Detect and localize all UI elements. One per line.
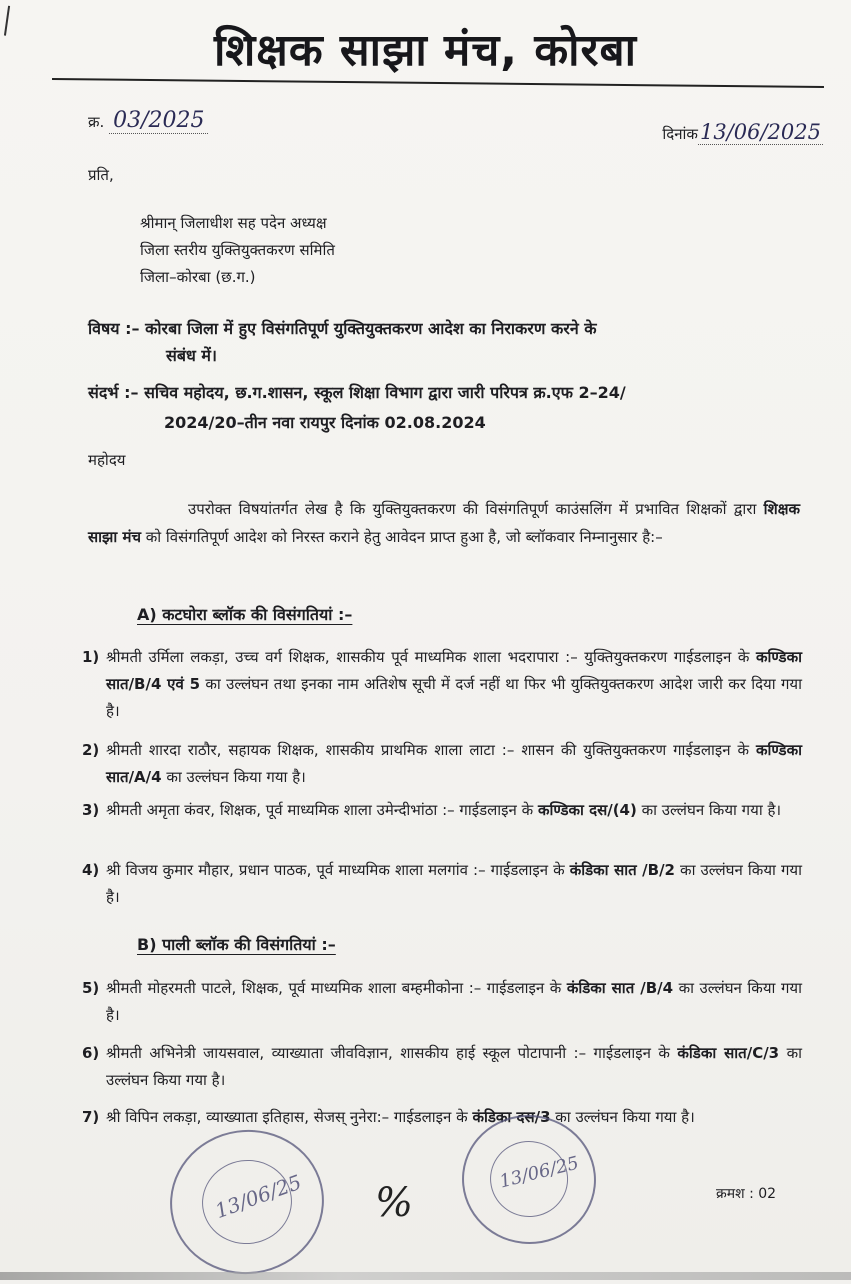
section-b-heading: B) पाली ब्लॉक की विसंगतियां :– [137,935,336,954]
list-item [82,797,802,824]
date-label: दिनांक [662,125,698,143]
item-number: 1) [82,648,100,666]
scan-edge [0,1272,851,1280]
signature: % [375,1180,414,1226]
item-text [82,975,802,1029]
reference-value: 03/2025 [109,108,208,134]
office-seal-stamp-left [161,1120,334,1284]
item-text-post: का उल्लंघन किया गया है। [550,1108,695,1126]
item-number: 7) [82,1108,100,1126]
reference-block-label: संदर्भ :– [88,383,139,402]
item-text [82,1104,802,1131]
item-text-pre: श्री विपिन लकड़ा, व्याख्याता इतिहास, सेजस् नुनेरा:– गाईडलाइन के [106,1108,473,1126]
item-number: 4) [82,861,100,879]
item-text [82,644,802,725]
list-item [82,1040,802,1094]
item-clause: कंडिका सात /B/4 [566,979,674,997]
item-clause: कंडिका सात/C/3 [677,1044,780,1062]
item-text [82,737,802,791]
address-line: श्रीमान् जिलाधीश सह पदेन अध्यक्ष [140,214,327,232]
item-text [82,797,802,824]
recipient-address [140,210,335,291]
item-number: 2) [82,741,100,759]
reference-number [88,108,208,133]
salutation: महोदय [88,451,126,469]
subject-label: विषय :– [88,319,140,338]
list-item [82,975,802,1029]
continued-note: क्रमश : 02 [716,1186,777,1202]
date-value: 13/06/2025 [699,120,821,144]
intro-text-2: को विसंगतिपूर्ण आदेश को निरस्त कराने हेतु आवेदन प्राप्त हुआ है, जो ब्लॉकवार निम्नानुसार है:– [140,528,663,546]
stamp-date: 13/06/25 [211,1169,305,1224]
item-text-post: का उल्लंघन किया गया है। [636,801,782,819]
intro-paragraph [88,495,800,551]
list-item [82,857,802,911]
stamp-date: 13/06/25 [497,1152,581,1193]
address-line: जिला–कोरबा (छ.ग.) [140,268,256,286]
item-clause: कण्डिका सात/B/4 एवं 5 [106,648,802,693]
item-text-pre: श्रीमती उर्मिला लकड़ा, उच्च वर्ग शिक्षक, शासकीय पूर्व माध्यमिक शाला भदरापारा :– युक्तियुक्तकरण गाईडलाइन के [106,648,757,666]
item-clause: कंडिका दस/3 [472,1108,551,1126]
list-item [82,737,802,791]
item-number: 3) [82,801,100,819]
section-a-heading: A) कटघोरा ब्लॉक की विसंगतियां :– [137,605,353,624]
list-item [82,644,802,725]
subject-line-2: संबंध में। [166,346,217,365]
item-text-post: का उल्लंघन किया गया है। [161,768,306,786]
item-text-pre: श्रीमती शारदा राठौर, सहायक शिक्षक, शासकीय प्राथमिक शाला लाटा :– शासन की युक्तियुक्तकरण गाईडलाइन के [106,741,757,759]
item-text-post: का उल्लंघन तथा इनका नाम अतिशेष सूची में दर्ज नहीं था फिर भी युक्तियुक्तकरण आदेश जारी कर दिया गया है। [106,675,803,720]
list-item [82,1104,802,1131]
subject-line-1: कोरबा जिला में हुए विसंगतिपूर्ण युक्तियुक्तकरण आदेश का निराकरण करने के [145,319,597,338]
intro-bold-org: शिक्षक साझा मंच [88,500,800,546]
reference-line-1: सचिव महोदय, छ.ग.शासन, स्कूल शिक्षा विभाग द्वारा जारी परिपत्र क्र.एफ 2–24/ [144,383,626,402]
item-text-pre: श्री विजय कुमार मौहार, प्रधान पाठक, पूर्व माध्यमिक शाला मलगांव :– गाईडलाइन के [106,861,570,879]
to-label: प्रति, [88,166,114,184]
item-text-pre: श्रीमती मोहरमती पाटले, शिक्षक, पूर्व माध्यमिक शाला बम्हमीकोना :– गाईडलाइन के [106,979,567,997]
item-number: 6) [82,1044,100,1062]
subject-block [88,315,808,369]
item-text-pre: श्रीमती अमृता कंवर, शिक्षक, पूर्व माध्यमिक शाला उमेन्दीभांठा :– गाईडलाइन के [106,801,538,819]
item-text-post: का उल्लंघन किया गया है। [106,1044,802,1089]
reference-block [88,378,808,438]
letterhead-title: शिक्षक साझा मंच, कोरबा [213,25,638,76]
item-text [82,857,802,911]
item-text [82,1040,802,1094]
reference-label: क्र. [88,113,105,131]
item-clause: कण्डिका सात/A/4 [106,741,802,786]
item-text-pre: श्रीमती अभिनेत्री जायसवाल, व्याख्याता जीवविज्ञान, शासकीय हाई स्कूल पोटापानी :– गाईडलाइन के [106,1044,678,1062]
item-text-post: का उल्लंघन किया गया है। [106,979,802,1024]
item-number: 5) [82,979,100,997]
address-line: जिला स्तरीय युक्तियुक्तकरण समिति [140,241,335,259]
letter-date [662,120,823,144]
reference-line-2: 2024/20–तीन नवा रायपुर दिनांक 02.08.2024 [164,413,486,432]
letterhead-rule [52,78,824,88]
intro-text-1: उपरोक्त विषयांतर्गत लेख है कि युक्तियुक्तकरण की विसंगतिपूर्ण काउंसलिंग में प्रभावित शिक्षकों द्वारा [188,500,764,518]
item-text-post: का उल्लंघन किया गया है। [106,861,803,906]
item-clause: कंडिका सात /B/2 [569,861,675,879]
item-clause: कण्डिका दस/(4) [537,801,637,819]
